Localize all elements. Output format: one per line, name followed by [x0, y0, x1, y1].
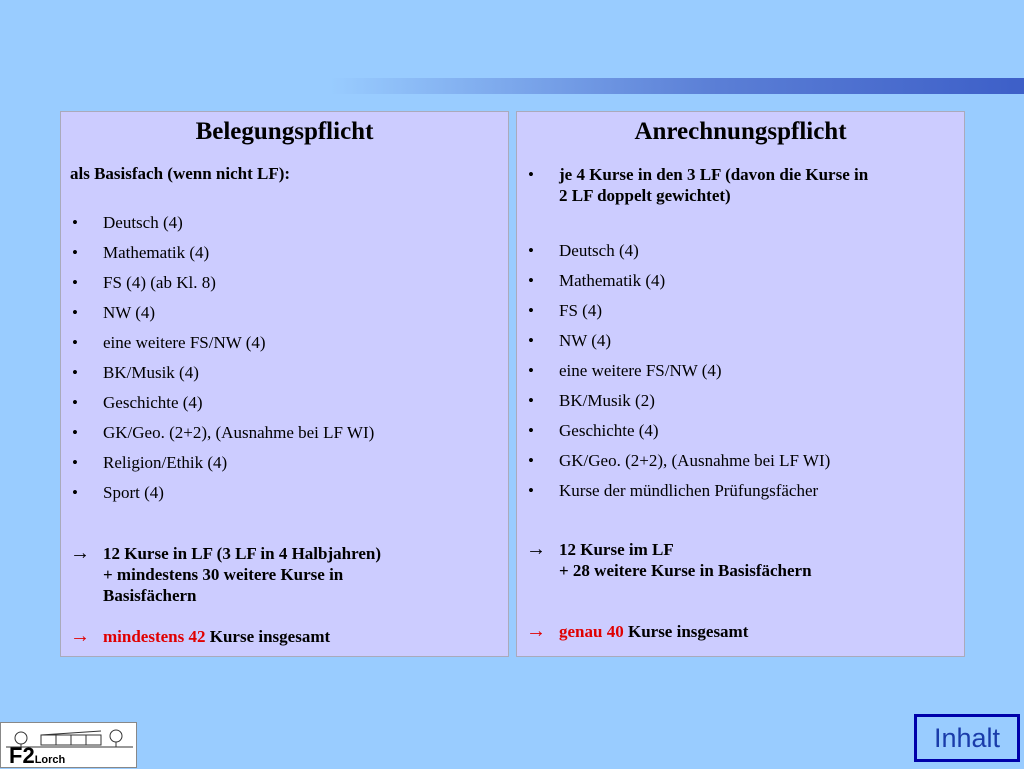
list-item: • Geschichte (4)	[526, 416, 830, 446]
list-item: • Religion/Ethik (4)	[70, 448, 374, 478]
list-item: • Sport (4)	[70, 478, 374, 508]
summary-text: 12 Kurse im LF	[559, 540, 674, 559]
list-item: • FS (4)	[526, 296, 830, 326]
total-highlight: mindestens 42	[103, 627, 206, 646]
school-logo	[0, 722, 137, 768]
subject-list	[526, 236, 830, 506]
total-text: Kurse insgesamt	[205, 627, 331, 646]
panel-title: Belegungspflicht	[195, 118, 374, 145]
summary-text: + mindestens 30 weitere Kurse in	[103, 565, 344, 584]
list-item: • eine weitere FS/NW (4)	[526, 356, 830, 386]
list-item: • GK/Geo. (2+2), (Ausnahme bei LF WI)	[70, 418, 374, 448]
anrechnungspflicht-panel	[516, 111, 965, 657]
list-item: • Deutsch (4)	[70, 208, 374, 238]
list-item: • Deutsch (4)	[526, 236, 830, 266]
list-item: • Kurse der mündlichen Prüfungsfächer	[526, 476, 830, 506]
list-item: • Geschichte (4)	[70, 388, 374, 418]
total-text: Kurse insgesamt	[623, 622, 749, 641]
arrow-icon: →	[70, 542, 90, 564]
list-item: • eine weitere FS/NW (4)	[70, 328, 374, 358]
panel-intro: als Basisfach (wenn nicht LF):	[70, 164, 291, 183]
list-item: • BK/Musik (4)	[70, 358, 374, 388]
summary-text: 12 Kurse in LF (3 LF in 4 Halbjahren)	[103, 544, 382, 563]
summary-line	[70, 543, 381, 606]
list-item: • NW (4)	[70, 298, 374, 328]
panel-title: Anrechnungspflicht	[634, 118, 847, 145]
total-line	[526, 621, 748, 642]
list-item: • Mathematik (4)	[70, 238, 374, 268]
total-highlight: genau 40	[559, 622, 624, 641]
arrow-icon: →	[526, 620, 546, 642]
panel-intro	[526, 164, 919, 206]
arrow-icon: →	[526, 538, 546, 560]
list-item: • BK/Musik (2)	[526, 386, 830, 416]
subject-list	[70, 208, 374, 508]
list-item: • NW (4)	[526, 326, 830, 356]
arrow-icon: →	[70, 625, 90, 647]
total-line	[70, 626, 330, 647]
summary-line	[526, 539, 812, 581]
summary-text: Basisfächern	[103, 586, 197, 605]
belegungspflicht-panel	[60, 111, 509, 657]
summary-text: + 28 weitere Kurse in Basisfächern	[559, 561, 812, 580]
list-item: • FS (4) (ab Kl. 8)	[70, 268, 374, 298]
intro-text: 2 LF doppelt gewichtet)	[559, 186, 731, 205]
decorative-top-bar	[330, 78, 1024, 94]
list-item: • Mathematik (4)	[526, 266, 830, 296]
intro-text: • je 4 Kurse in den 3 LF (davon die Kurse in	[559, 165, 869, 184]
logo-text: F2Lorch	[9, 743, 66, 768]
list-item: • GK/Geo. (2+2), (Ausnahme bei LF WI)	[526, 446, 830, 476]
inhalt-button[interactable]: Inhalt	[914, 714, 1020, 762]
